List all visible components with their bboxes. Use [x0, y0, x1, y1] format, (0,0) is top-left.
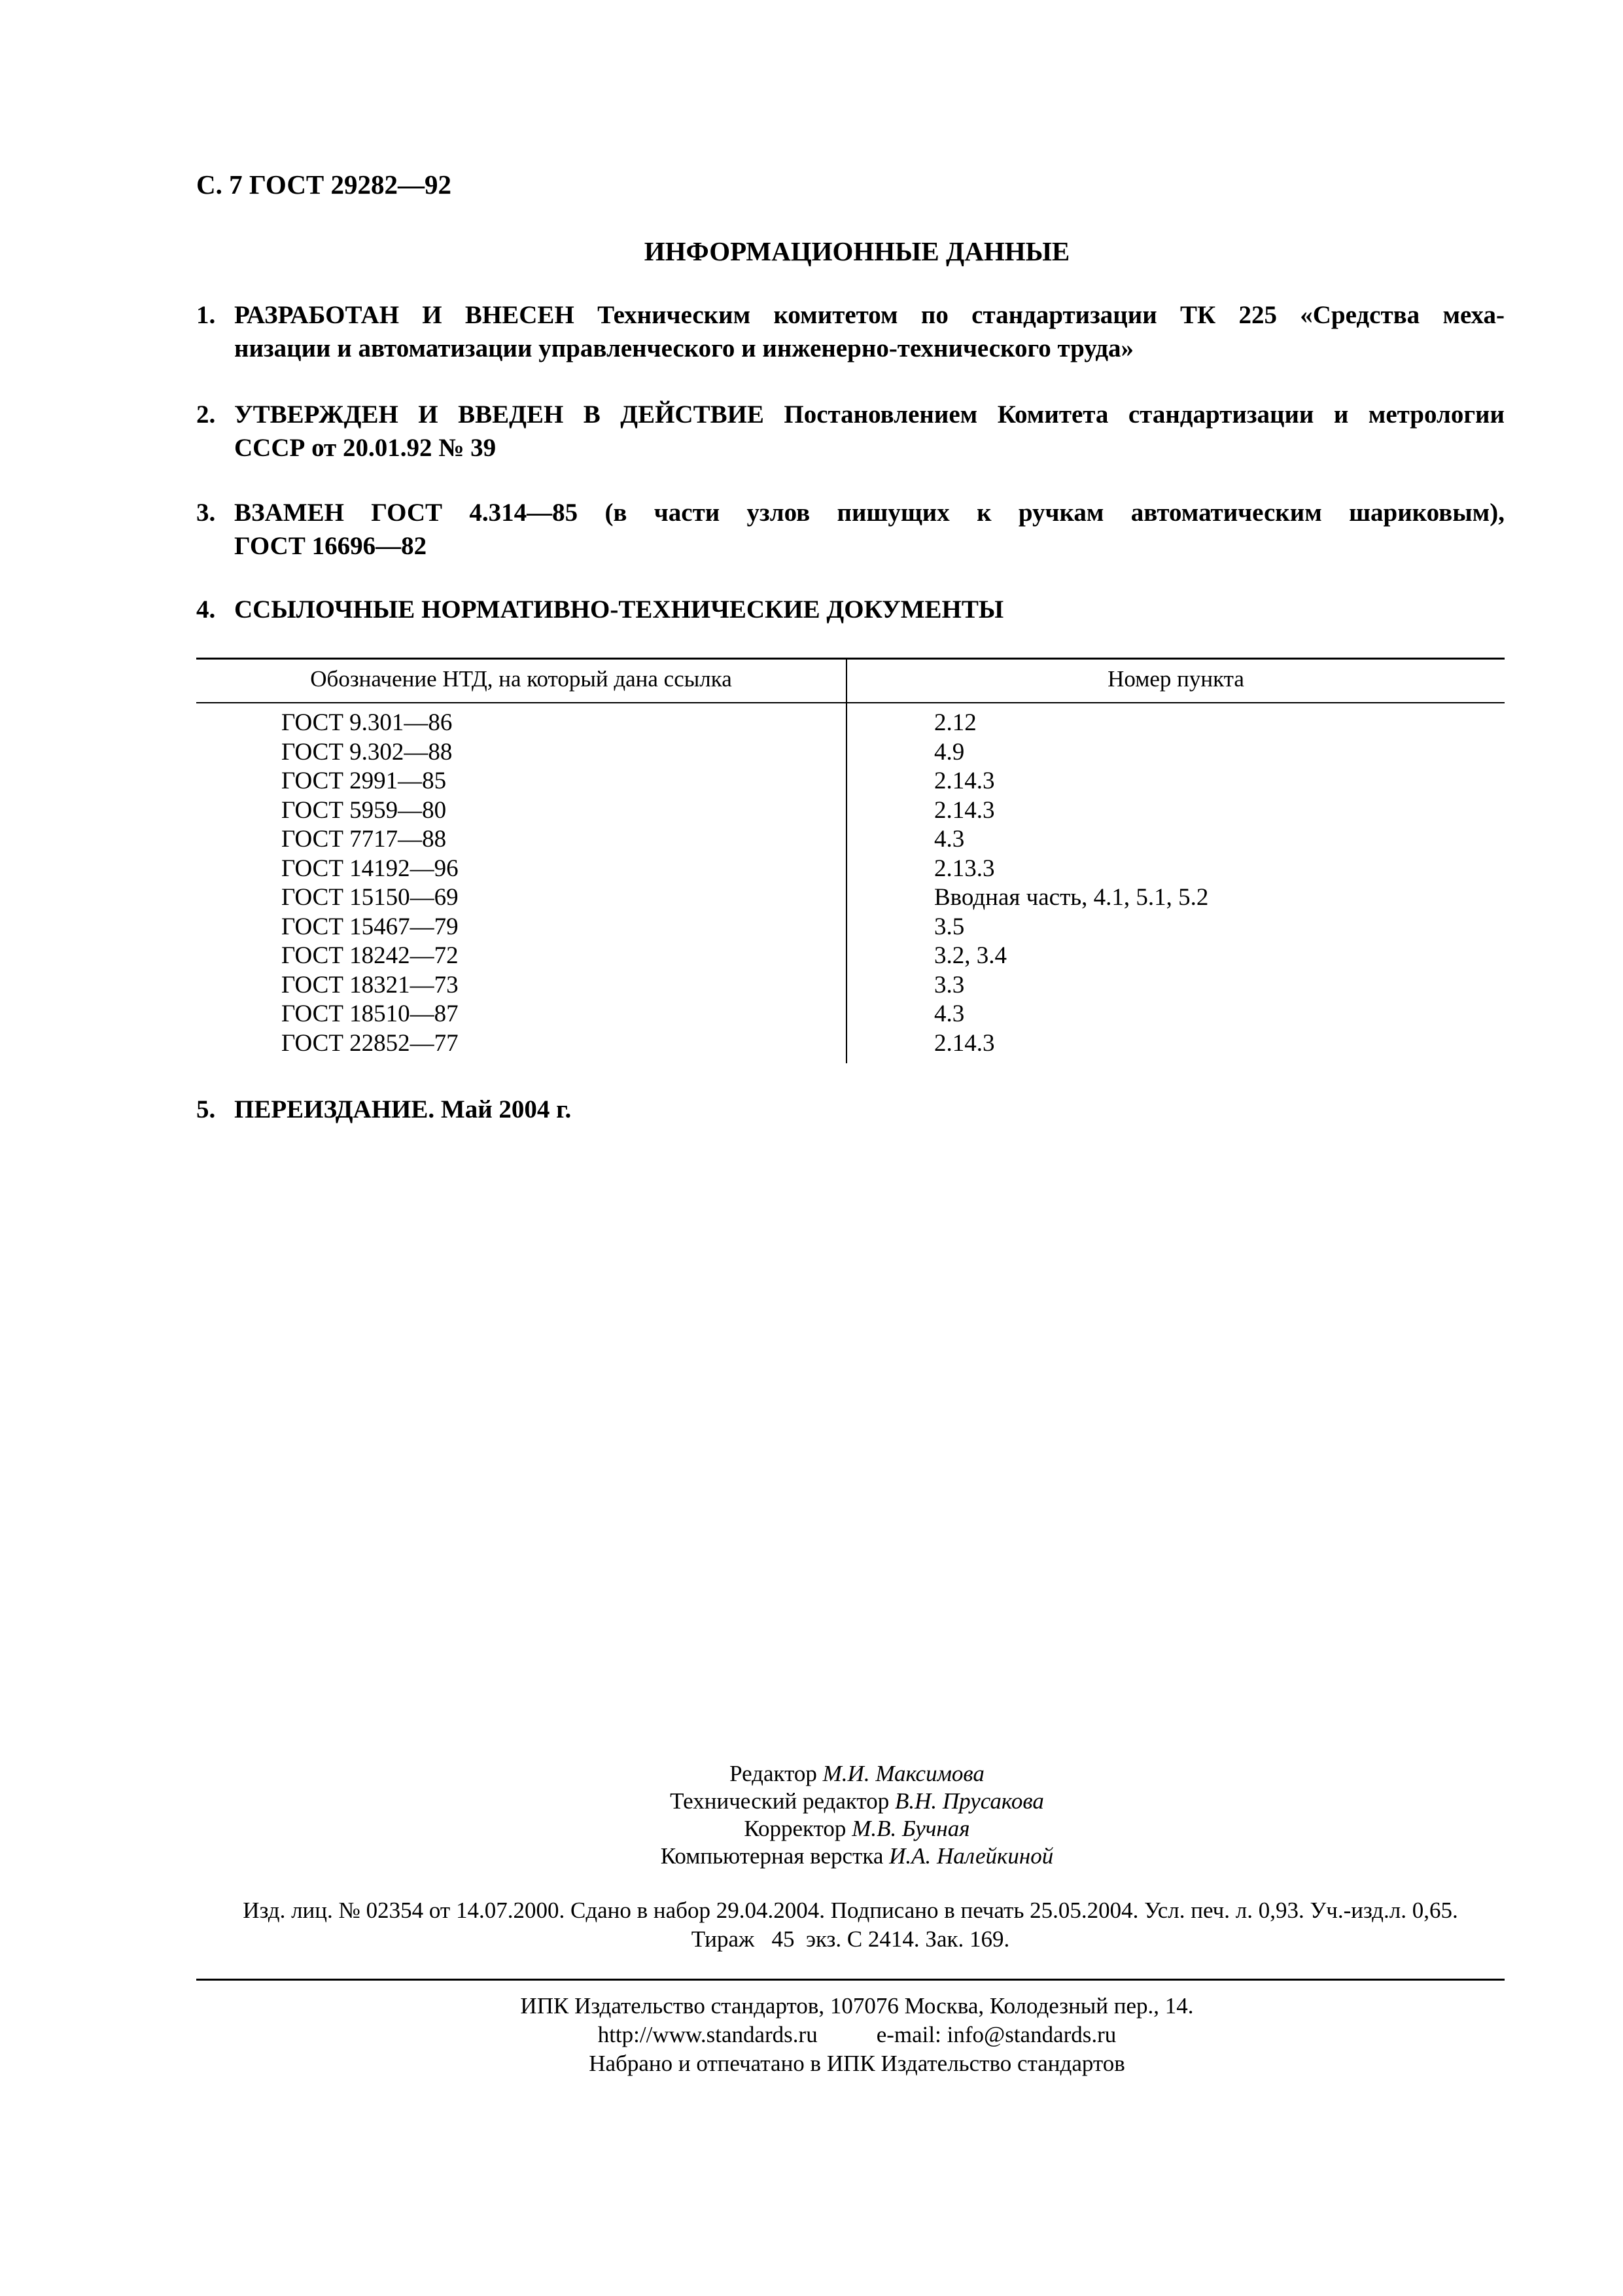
- item-text-rest: Май 2004 г.: [440, 1095, 572, 1123]
- imprint-line: Тираж 45 экз. С 2414. Зак. 169.: [691, 1926, 1010, 1952]
- table-header-doc: Обозначение НТД, на который дана ссылка: [310, 666, 732, 692]
- info-item-2: [196, 398, 1505, 465]
- table-cell-clause: Вводная часть, 4.1, 5.1, 5.2: [934, 884, 1209, 911]
- table-cell-doc: ГОСТ 22852—77: [281, 1029, 459, 1057]
- table-doc-column: [281, 709, 459, 1058]
- table-cell-clause: 2.14.3: [934, 796, 995, 824]
- credit-role: Технический редактор: [670, 1788, 890, 1814]
- table-header-clause: Номер пункта: [1108, 666, 1244, 692]
- table-column-divider: [846, 658, 847, 1063]
- credit-name: М.И. Максимова: [822, 1761, 985, 1786]
- item-number: 5.: [196, 1095, 216, 1123]
- section-title: ИНФОРМАЦИОННЫЕ ДАННЫЕ: [644, 236, 1070, 266]
- credit-name: В.Н. Прусакова: [895, 1788, 1044, 1814]
- item-lead: РАЗРАБОТАН И ВНЕСЕН: [234, 301, 574, 329]
- item-lead: ВЗАМЕН ГОСТ 4.314—85: [234, 499, 578, 527]
- info-item-5: [196, 1093, 1505, 1126]
- table-cell-doc: ГОСТ 18242—72: [281, 942, 459, 969]
- item-text-rest: (в части узлов пишущих к ручкам автоматическим шариковым),: [604, 499, 1505, 527]
- credit-line: [0, 1788, 1623, 1815]
- table-cell-clause: 3.5: [934, 913, 965, 940]
- credit-name: И.А. Налейкиной: [889, 1843, 1054, 1869]
- item-lead: ПЕРЕИЗДАНИЕ.: [234, 1095, 435, 1123]
- item-text: [234, 1093, 1505, 1126]
- item-text-line2: СССР от 20.01.92 № 39: [234, 434, 497, 462]
- item-number: 3.: [196, 499, 216, 527]
- item-text-line2: ГОСТ 16696—82: [234, 532, 427, 560]
- credit-line: [0, 1843, 1623, 1870]
- table-cell-doc: ГОСТ 2991—85: [281, 768, 447, 794]
- table-header-rule: [196, 702, 1505, 703]
- credit-role: Компьютерная верстка: [660, 1843, 884, 1869]
- table-cell-clause: 2.14.3: [934, 768, 995, 794]
- table-cell-clause: 4.3: [934, 826, 965, 853]
- table-cell-clause: 3.2, 3.4: [934, 942, 1007, 969]
- imprint-line: Изд. лиц. № 02354 от 14.07.2000. Сдано в набор 29.04.2004. Подписано в печать 25.05.2004. Усл. печ. л. 0,93. Уч.-изд.л. 0,65.: [243, 1898, 1458, 1923]
- table-cell-doc: ГОСТ 15467—79: [281, 913, 459, 940]
- table-cell-doc: ГОСТ 15150—69: [281, 884, 459, 911]
- item-text-rest: Техническим комитетом по стандартизации ТК 225 «Средства меха-: [597, 301, 1505, 329]
- table-cell-clause: 2.12: [934, 709, 977, 736]
- publisher-address: ИПК Издательство стандартов, 107076 Москва, Колодезный пер., 14.: [520, 1993, 1194, 2019]
- publisher-contacts: [0, 2021, 1623, 2049]
- publisher-printed: Набрано и отпечатано в ИПК Издательство стандартов: [589, 2051, 1125, 2076]
- credit-role: Корректор: [744, 1816, 846, 1841]
- item-number: 1.: [196, 301, 216, 329]
- info-item-3: [196, 496, 1505, 563]
- item-text: [234, 298, 1505, 332]
- item-number: 2.: [196, 400, 216, 429]
- info-item-1: [196, 298, 1505, 365]
- table-cell-doc: ГОСТ 9.301—86: [281, 709, 453, 736]
- publisher-block: [0, 1992, 1623, 2078]
- info-item-4: [196, 593, 1505, 626]
- item-text-line2: низации и автоматизации управленческого и инженерно-технического труда»: [234, 334, 1134, 362]
- item-text: ССЫЛОЧНЫЕ НОРМАТИВНО-ТЕХНИЧЕСКИЕ ДОКУМЕНТЫ: [234, 595, 1004, 624]
- table-cell-clause: 2.13.3: [934, 855, 995, 882]
- table-cell-clause: 3.3: [934, 971, 965, 998]
- credit-line: [0, 1815, 1623, 1843]
- website-link[interactable]: http://www.standards.ru: [597, 2022, 818, 2047]
- table-cell-doc: ГОСТ 18321—73: [281, 971, 459, 998]
- item-text: [234, 496, 1505, 529]
- table-cell-clause: 4.3: [934, 1000, 965, 1027]
- imprint-block: [196, 1896, 1505, 1954]
- item-number: 4.: [196, 595, 216, 624]
- table-cell-clause: 2.14.3: [934, 1029, 995, 1057]
- footer-rule: [196, 1979, 1505, 1981]
- table-top-rule: [196, 658, 1505, 660]
- item-text: [234, 398, 1505, 431]
- table-cell-doc: ГОСТ 7717—88: [281, 826, 447, 853]
- credit-name: М.В. Бучная: [852, 1816, 970, 1841]
- table-cell-doc: ГОСТ 9.302—88: [281, 738, 453, 766]
- table-cell-doc: ГОСТ 14192—96: [281, 855, 459, 882]
- credits-block: [0, 1760, 1623, 1870]
- item-text-cont: [234, 431, 1505, 465]
- table-cell-clause: 4.9: [934, 738, 965, 766]
- item-text-rest: Постановлением Комитета стандартизации и метрологии: [784, 400, 1505, 429]
- email-link[interactable]: e-mail: info@standards.ru: [876, 2022, 1117, 2047]
- item-lead: УТВЕРЖДЕН И ВВЕДЕН В ДЕЙСТВИЕ: [234, 400, 764, 429]
- table-cell-doc: ГОСТ 5959—80: [281, 796, 447, 824]
- table-clause-column: [934, 709, 1208, 1058]
- item-text-cont: [234, 529, 1505, 563]
- credit-role: Редактор: [729, 1761, 817, 1786]
- table-cell-doc: ГОСТ 18510—87: [281, 1000, 459, 1027]
- credit-line: [0, 1760, 1623, 1788]
- item-text-cont: [234, 332, 1505, 365]
- page-header: С. 7 ГОСТ 29282—92: [196, 169, 452, 200]
